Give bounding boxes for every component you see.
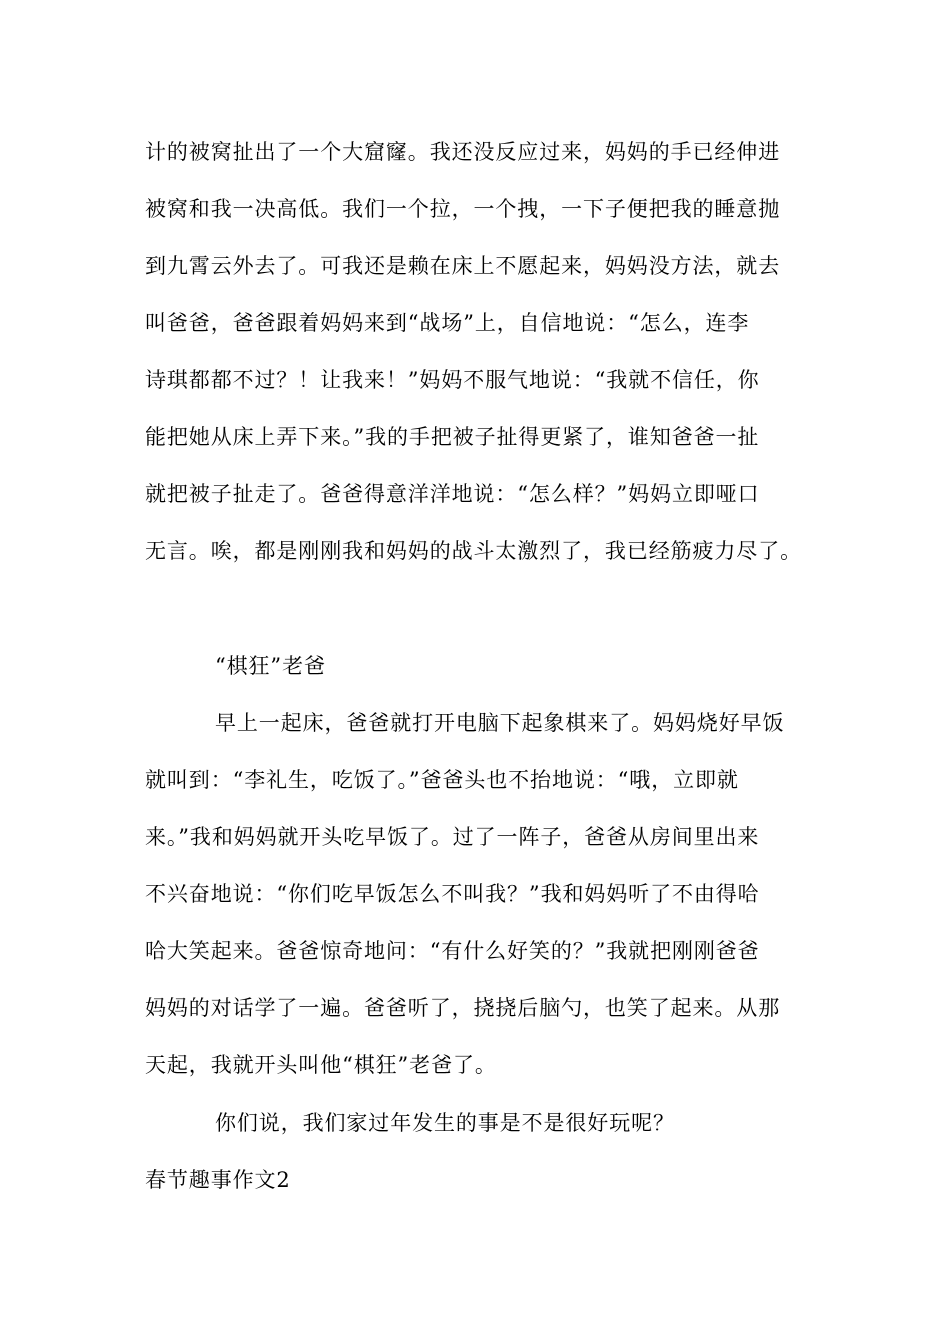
paragraph1-line-1: 计的被窝扯出了一个大窟窿。我还没反应过来，妈妈的手已经伸进: [145, 140, 781, 164]
paragraph2-line-3: 来。”我和妈妈就开头吃早饭了。过了一阵子，爸爸从房间里出来: [145, 825, 760, 849]
paragraph2-line-1: 早上一起床，爸爸就打开电脑下起象棋来了。妈妈烧好早饭: [215, 711, 785, 735]
paragraph1-line-6: 能把她从床上弄下来。”我的手把被子扯得更紧了，谁知爸爸一扯: [145, 425, 760, 449]
paragraph2-line-6: 妈妈的对话学了一遍。爸爸听了，挠挠后脑勺，也笑了起来。从那: [145, 996, 781, 1020]
paragraph1-line-4: 叫爸爸，爸爸跟着妈妈来到“战场”上，自信地说：“怎么，连李: [145, 311, 750, 335]
paragraph1-line-2: 被窝和我一决高低。我们一个拉，一个拽，一下子便把我的睡意抛: [145, 197, 781, 221]
paragraph1-line-5: 诗琪都都不过？！让我来！”妈妈不服气地说：“我就不信任，你: [145, 368, 760, 392]
paragraph1-line-7: 就把被子扯走了。爸爸得意洋洋地说：“怎么样？”妈妈立即哑口: [145, 482, 760, 506]
paragraph2-line-2: 就叫到：“李礼生，吃饭了。”爸爸头也不抬地说：“哦，立即就: [145, 768, 739, 792]
paragraph1-line-8: 无言。唉，都是刚刚我和妈妈的战斗太激烈了，我已经筋疲力尽了。: [145, 539, 802, 563]
paragraph1-line-3: 到九霄云外去了。可我还是赖在床上不愿起来，妈妈没方法，就去: [145, 254, 781, 278]
paragraph2-line-5: 哈大笑起来。爸爸惊奇地问：“有什么好笑的？”我就把刚刚爸爸: [145, 939, 760, 963]
paragraph2-line-7: 天起，我就开头叫他“棋狂”老爸了。: [145, 1053, 497, 1077]
paragraph2-line-4: 不兴奋地说：“你们吃早饭怎么不叫我？”我和妈妈听了不由得哈: [145, 882, 760, 906]
closing-line: 你们说，我们家过年发生的事是不是很好玩呢？: [215, 1111, 675, 1135]
section-title: “棋狂”老爸: [215, 654, 326, 678]
next-essay-heading: 春节趣事作文2: [145, 1168, 291, 1192]
